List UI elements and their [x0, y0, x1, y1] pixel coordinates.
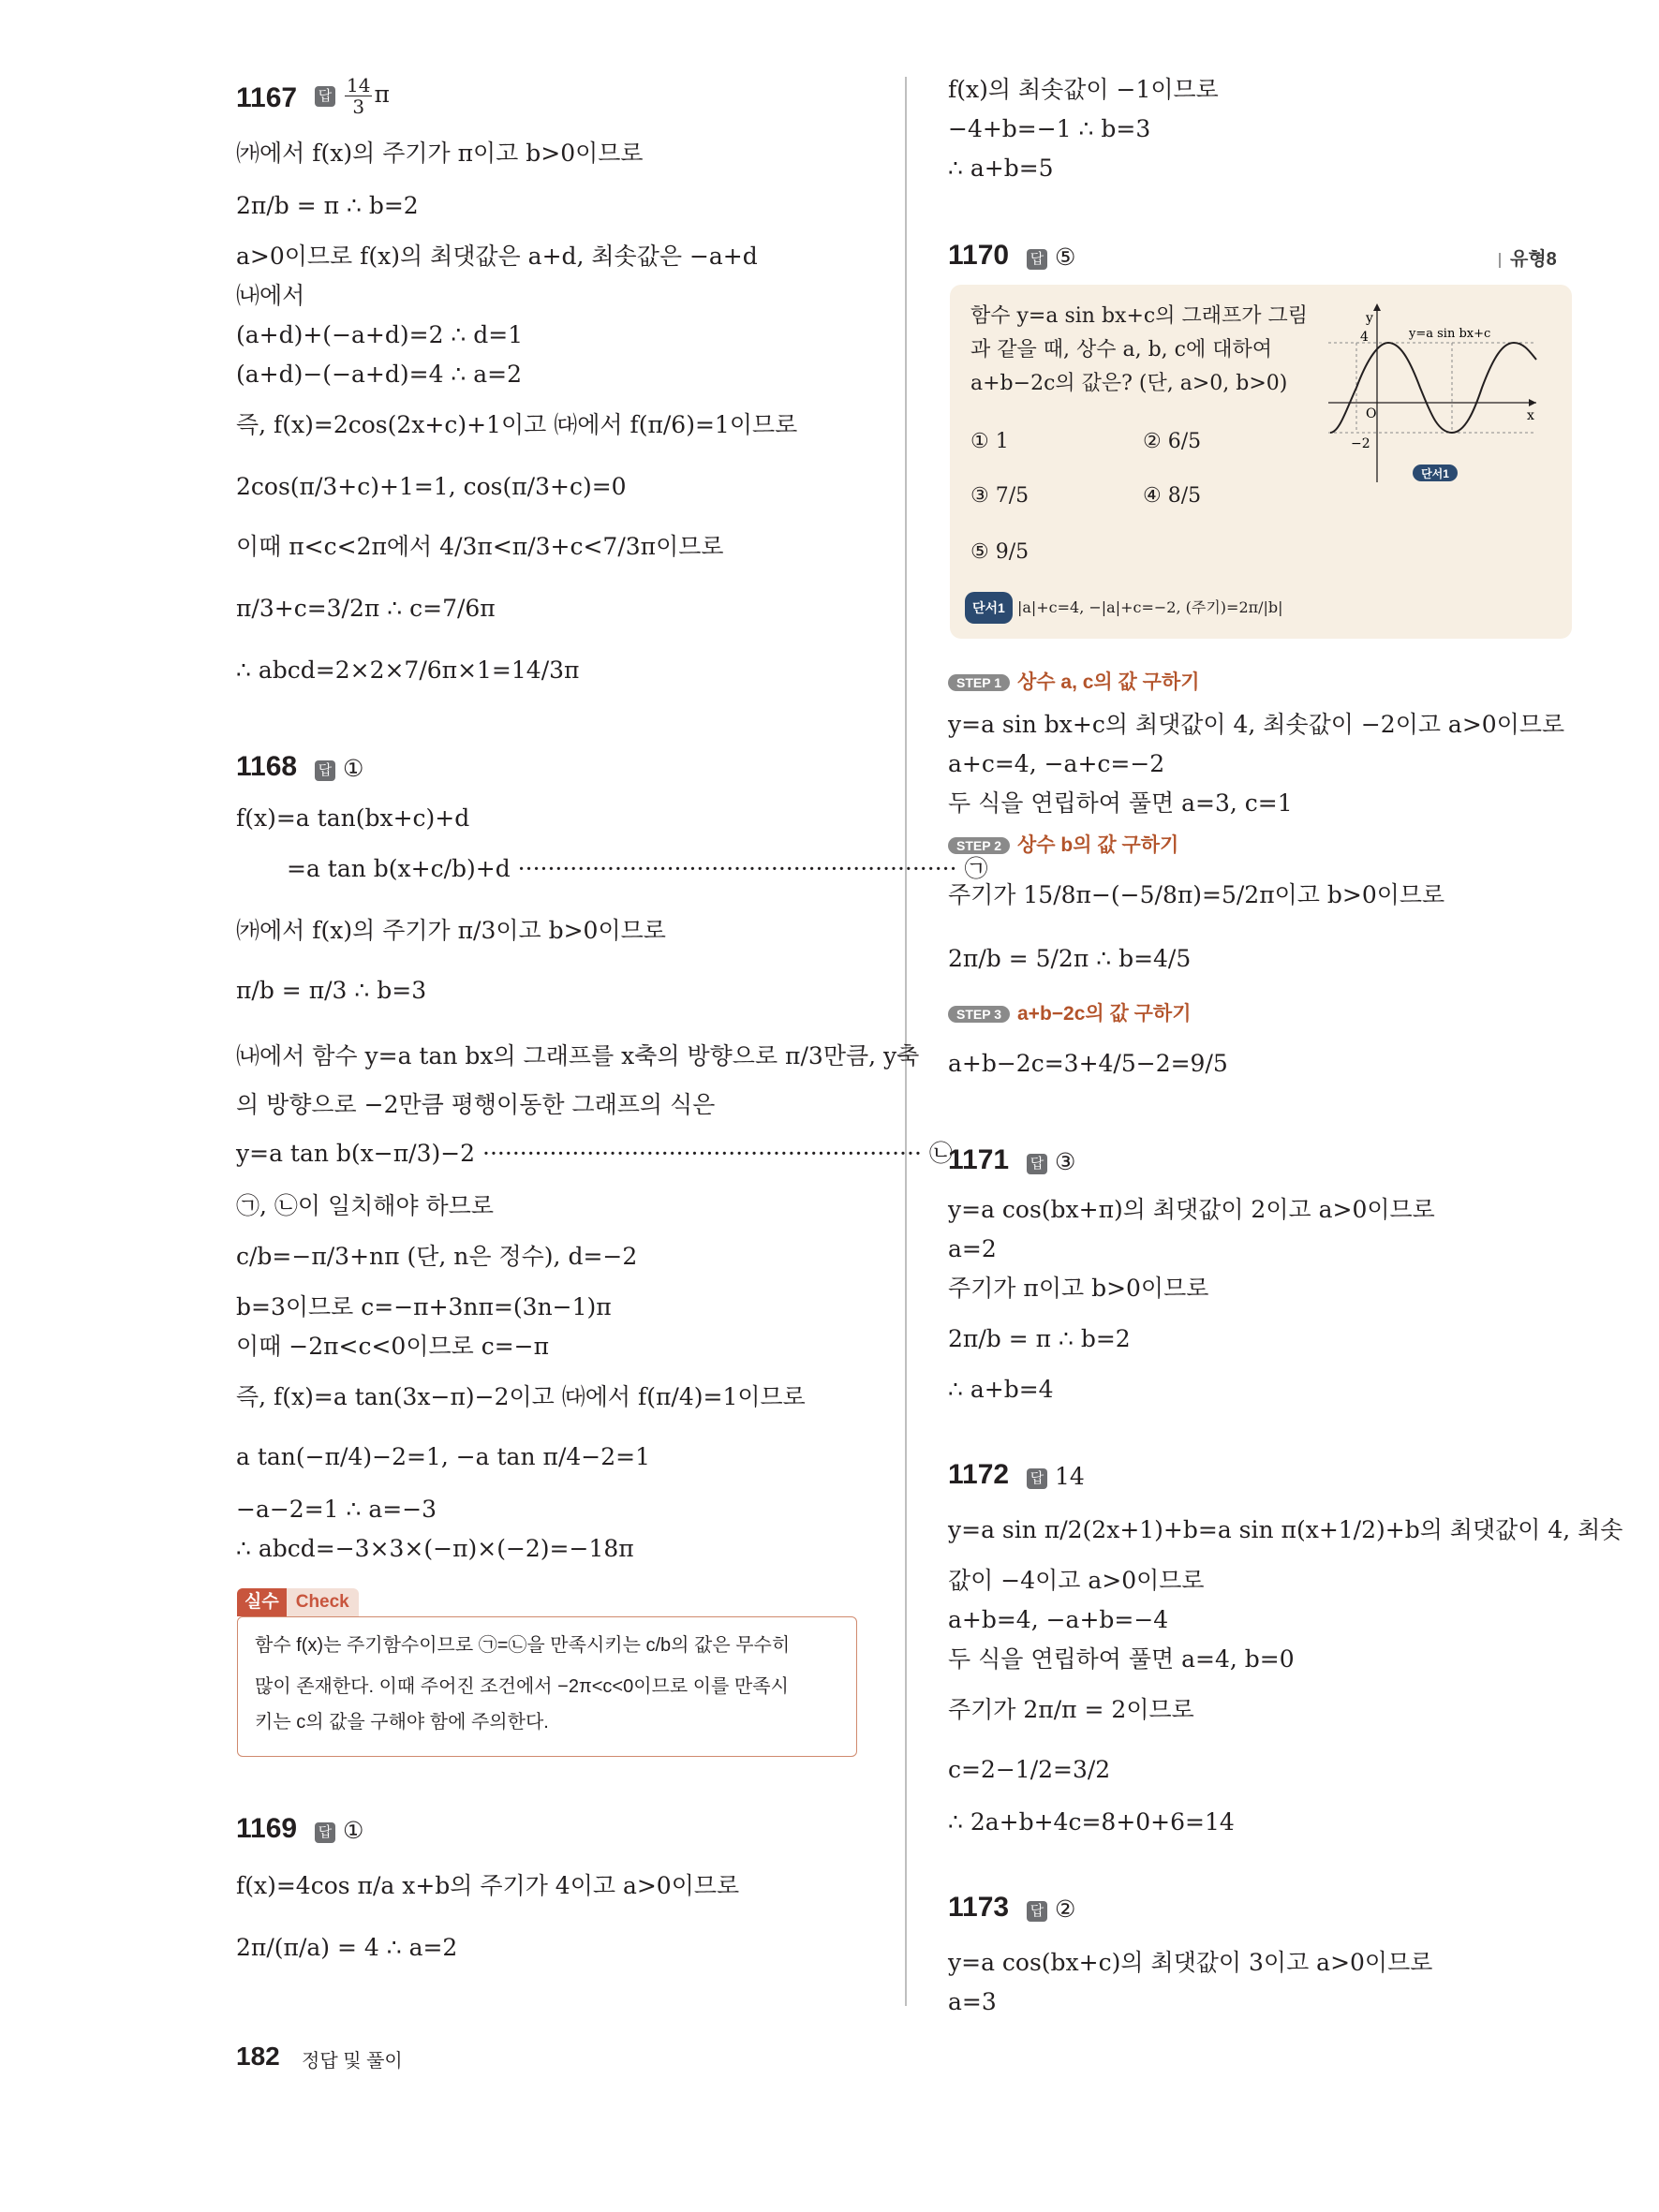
- solution-line: c/b=−π/3+nπ (단, n은 정수), d=−2: [236, 1243, 638, 1270]
- answer: 답 ①: [315, 755, 363, 782]
- solution-line: 2cos(π/3+c)+1=1, cos(π/3+c)=0: [236, 473, 627, 500]
- answer: 답 ③: [1027, 1148, 1075, 1175]
- solution-line: 즉, f(x)=a tan(3x−π)−2이고 ㈐에서 f(π/4)=1이므로: [236, 1383, 806, 1410]
- solution-line: a=2: [948, 1235, 997, 1262]
- choice-2: ② 6/5: [1143, 430, 1202, 453]
- solution-line: a+c=4, −a+c=−2: [948, 750, 1165, 777]
- choice-1: ① 1: [970, 430, 1009, 453]
- solution-line: ㈎에서 f(x)의 주기가 π/3이고 b>0이므로: [236, 917, 666, 944]
- solution-line: a tan(−π/4)−2=1, −a tan π/4−2=1: [236, 1443, 650, 1470]
- solution-line: 주기가 15/8π−(−5/8π)=5/2π이고 b>0이므로: [948, 881, 1445, 908]
- question-line: 함수 y=a sin bx+c의 그래프가 그림: [970, 304, 1308, 328]
- solution-line: b=3이므로 c=−π+3nπ=(3n−1)π: [236, 1293, 612, 1320]
- check-tab: 실수 Check: [237, 1588, 359, 1616]
- problem-number: 1171: [948, 1144, 1010, 1175]
- answer-badge-icon: 답: [315, 86, 335, 107]
- problem-number: 1168: [236, 751, 298, 782]
- choice-5: ⑤ 9/5: [970, 540, 1029, 564]
- solution-line: 값이 −4이고 a>0이므로: [948, 1567, 1205, 1594]
- svg-text:4: 4: [1360, 330, 1369, 345]
- solution-line: ㈏에서 함수 y=a tan bx의 그래프를 x축의 방향으로 π/3만큼, y축: [236, 1042, 920, 1069]
- solution-line: (a+d)+(−a+d)=2 ∴ d=1: [236, 321, 524, 348]
- problem-number: 1169: [236, 1813, 298, 1844]
- solution-line: 즉, f(x)=2cos(2x+c)+1이고 ㈐에서 f(π/6)=1이므로: [236, 411, 798, 438]
- solution-line: 2π/(π/a) = 4 ∴ a=2: [236, 1934, 458, 1961]
- choice-4: ④ 8/5: [1143, 484, 1202, 508]
- solution-line: ∴ abcd=2×2×7/6π×1=14/3π: [236, 656, 580, 684]
- answer: 답 ⑤: [1027, 243, 1075, 271]
- svg-text:y=a sin bx+c: y=a sin bx+c: [1409, 327, 1491, 341]
- solution-line: 이때 π<c<2π에서 4/3π<π/3+c<7/3π이므로: [236, 533, 724, 560]
- hint-line: 단서1 |a|+c=4, −|a|+c=−2, (주기)=2π/|b|: [965, 592, 1283, 624]
- svg-text:y: y: [1366, 311, 1373, 326]
- step-1-heading: STEP 1 상수 a, c의 값 구하기: [948, 667, 1200, 695]
- solution-line: 이때 −2π<c<0이므로 c=−π: [236, 1333, 550, 1360]
- question-line: 과 같을 때, 상수 a, b, c에 대하여: [970, 338, 1272, 361]
- solution-line: f(x)의 최솟값이 −1이므로: [948, 76, 1219, 103]
- step-3-heading: STEP 3 a+b−2c의 값 구하기: [948, 998, 1192, 1026]
- answer: 답 ②: [1027, 1895, 1075, 1923]
- solution-line: π/3+c=3/2π ∴ c=7/6π: [236, 595, 496, 622]
- solution-line: y=a sin bx+c의 최댓값이 4, 최솟값이 −2이고 a>0이므로: [948, 711, 1565, 738]
- hint-badge: 단서1: [965, 592, 1013, 624]
- solution-line: y=a sin π/2(2x+1)+b=a sin π(x+1/2)+b의 최댓값이 4, 최솟: [948, 1516, 1623, 1543]
- problem-number: 1172: [948, 1459, 1010, 1490]
- problem-number: 1167: [236, 82, 298, 113]
- svg-text:x: x: [1527, 408, 1534, 423]
- svg-text:O: O: [1366, 406, 1377, 421]
- answer-badge-icon: 답: [315, 1822, 335, 1843]
- sine-graph: [1328, 300, 1542, 487]
- answer: 답 ①: [315, 1817, 363, 1844]
- solution-line: ∴ a+b=5: [948, 155, 1054, 182]
- solution-line: y=a cos(bx+c)의 최댓값이 3이고 a>0이므로: [948, 1949, 1433, 1976]
- solution-line: ∴ a+b=4: [948, 1376, 1054, 1403]
- solution-line: −a−2=1 ∴ a=−3: [236, 1496, 437, 1523]
- solution-line: 주기가 π이고 b>0이므로: [948, 1275, 1209, 1302]
- solution-line: f(x)=4cos π/a x+b의 주기가 4이고 a>0이므로: [236, 1872, 740, 1899]
- type-tag: 유형8: [1499, 243, 1557, 271]
- step-2-heading: STEP 2 상수 b의 값 구하기: [948, 830, 1178, 858]
- solution-line: a+b=4, −a+b=−4: [948, 1606, 1169, 1633]
- answer-badge-icon: 답: [1027, 1468, 1047, 1489]
- answer: 답 14: [1027, 1463, 1085, 1490]
- solution-line: ∴ 2a+b+4c=8+0+6=14: [948, 1808, 1235, 1836]
- solution-line: 두 식을 연립하여 풀면 a=3, c=1: [948, 789, 1293, 817]
- choice-3: ③ 7/5: [970, 484, 1029, 508]
- svg-text:−2: −2: [1351, 436, 1370, 451]
- solution-line: ㈏에서: [236, 282, 305, 309]
- check-text-line: 함수 f(x)는 주기함수이므로 ㉠=㉡을 만족시키는 c/b의 값은 무수히: [255, 1635, 791, 1656]
- solution-line: =a tan b(x+c/b)+d ··························································· ㉠: [287, 855, 988, 882]
- page-number: 182: [236, 2042, 280, 2071]
- solution-line: c=2−1/2=3/2: [948, 1756, 1111, 1783]
- solution-line: a+b−2c=3+4/5−2=9/5: [948, 1050, 1228, 1077]
- answer-badge-icon: 답: [315, 760, 335, 781]
- answer: 답 $\frac{14}{3}$ π: [315, 75, 390, 117]
- solution-line: f(x)=a tan(bx+c)+d: [236, 804, 470, 832]
- solution-line: y=a cos(bx+π)의 최댓값이 2이고 a>0이므로: [948, 1196, 1435, 1223]
- problem-number: 1170: [948, 240, 1010, 271]
- solution-line: y=a tan b(x−π/3)−2 ··························································· ㉡: [236, 1140, 953, 1167]
- solution-line: 두 식을 연립하여 풀면 a=4, b=0: [948, 1645, 1295, 1673]
- check-text-line: 키는 c의 값을 구해야 함에 주의한다.: [255, 1712, 549, 1733]
- svg-text:단서1: 단서1: [1421, 467, 1449, 480]
- problem-number: 1173: [948, 1892, 1010, 1923]
- solution-line: ㉠, ㉡이 일치해야 하므로: [236, 1192, 494, 1219]
- solution-line: −4+b=−1 ∴ b=3: [948, 115, 1151, 142]
- answer-badge-icon: 답: [1027, 249, 1047, 270]
- answer-badge-icon: 답: [1027, 1154, 1047, 1174]
- answer-badge-icon: 답: [1027, 1901, 1047, 1922]
- solution-line: 2π/b = 5/2π ∴ b=4/5: [948, 945, 1192, 972]
- solution-line: 2π/b = π ∴ b=2: [948, 1325, 1131, 1352]
- solution-line: a=3: [948, 1988, 997, 2015]
- solution-line: 의 방향으로 −2만큼 평행이동한 그래프의 식은: [236, 1091, 716, 1118]
- solution-line: ㈎에서 f(x)의 주기가 π이고 b>0이므로: [236, 140, 644, 167]
- solution-line: π/b = π/3 ∴ b=3: [236, 977, 427, 1004]
- footer-title: 정답 및 풀이: [302, 2051, 403, 2072]
- solution-line: (a+d)−(−a+d)=4 ∴ a=2: [236, 361, 523, 388]
- solution-line: ∴ abcd=−3×3×(−π)×(−2)=−18π: [236, 1535, 634, 1562]
- solution-line: 주기가 2π/π = 2이므로: [948, 1696, 1194, 1723]
- check-text-line: 많이 존재한다. 이때 주어진 조건에서 −2π<c<0이므로 이를 만족시: [255, 1676, 789, 1697]
- solution-line: 2π/b = π ∴ b=2: [236, 192, 419, 219]
- solution-line: a>0이므로 f(x)의 최댓값은 a+d, 최솟값은 −a+d: [236, 243, 758, 270]
- question-line: a+b−2c의 값은? (단, a>0, b>0): [970, 372, 1288, 395]
